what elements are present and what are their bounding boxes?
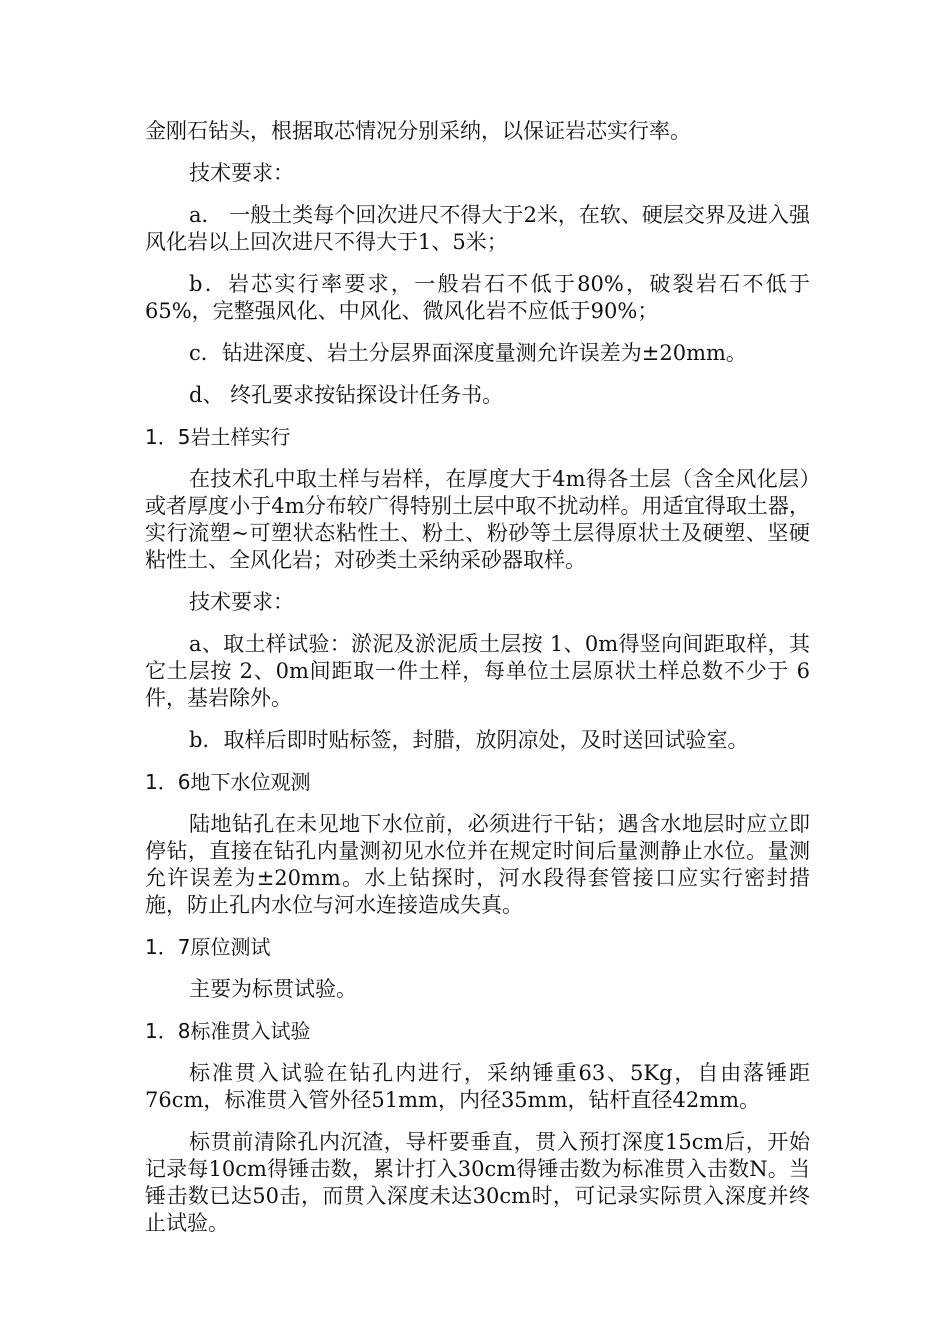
- paragraph-item-b: b．岩芯实行率要求，一般岩石不低于80%，破裂岩石不低于65%，完整强风化、中风化、微风化岩不应低于90%；: [145, 272, 810, 323]
- section-heading-1-6: 1．6地下水位观测: [145, 770, 311, 794]
- paragraph-tech-requirements-label: 技术要求：: [189, 161, 294, 185]
- paragraph-spt-body-1: 标准贯入试验在钻孔内进行，采纳锤重63、5Kg，自由落锤距76cm，标准贯入管外径51mm，内径35mm，钻杆直径42mm。: [145, 1061, 810, 1112]
- paragraph-item-d: d、 终孔要求按钻探设计任务书。: [189, 383, 504, 407]
- paragraph-sampling-item-a: a、取土样试验：淤泥及淤泥质土层按 1、0m得竖向间距取样，其它土层按 2、0m间距取一件土样，每单位土层原状土样总数不少于 6件，基岩除外。: [145, 632, 810, 710]
- paragraph-continuation: 金刚石钻头，根据取芯情况分别采纳，以保证岩芯实行率。: [145, 119, 691, 143]
- paragraph-tech-requirements-label-2: 技术要求：: [189, 590, 294, 614]
- section-heading-1-7: 1．7原位测试: [145, 935, 271, 959]
- paragraph-item-c: c．钻进深度、岩土分层界面深度量测允许误差为±20mm。: [189, 341, 747, 365]
- paragraph-insitu-body: 主要为标贯试验。: [189, 977, 357, 1001]
- paragraph-item-a: a． 一般土类每个回次进尺不得大于2米，在软、硬层交界及进入强风化岩以上回次进尺不得大于1、5米；: [145, 203, 810, 254]
- section-heading-1-5: 1．5岩土样实行: [145, 425, 291, 449]
- paragraph-sampling-body: 在技术孔中取土样与岩样，在厚度大于4m得各土层（含全风化层）或者厚度小于4m分布较广得特别土层中取不扰动样。用适宜得取土器，实行流塑~可塑状态粘性土、粉土、粉砂等土层得原状土及硬塑、坚硬粘性土、全风化岩；对砂类土采纳采砂器取样。: [145, 467, 810, 572]
- paragraph-groundwater-body: 陆地钻孔在未见地下水位前，必须进行干钻；遇含水地层时应立即停钻，直接在钻孔内量测初见水位并在规定时间后量测静止水位。量测允许误差为±20mm。水上钻探时，河水段得套管接口应实行密封措施，防止孔内水位与河水连接造成失真。: [145, 812, 810, 917]
- paragraph-spt-body-2: 标贯前清除孔内沉渣，导杆要垂直，贯入预打深度15cm后，开始记录每10cm得锤击数，累计打入30cm得锤击数为标准贯入击数N。当锤击数已达50击，而贯入深度未达30cm时，可记录实际贯入深度并终止试验。: [145, 1130, 810, 1235]
- paragraph-sampling-item-b: b．取样后即时贴标签，封腊，放阴凉处，及时送回试验室。: [189, 728, 749, 752]
- document-body: [145, 118, 810, 1252]
- section-heading-1-8: 1．8标准贯入试验: [145, 1019, 311, 1043]
